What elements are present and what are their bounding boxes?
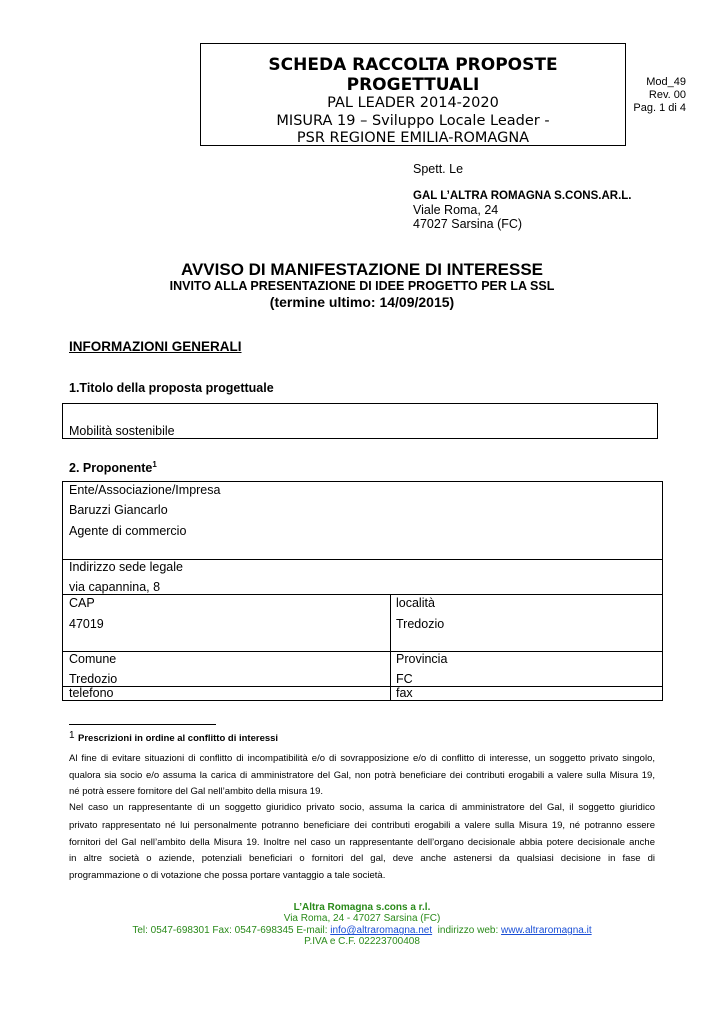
footer-company: L’Altra Romagna s.cons a r.l. xyxy=(293,902,431,913)
footnote-separator xyxy=(69,724,216,725)
entity-name: Baruzzi Giancarlo xyxy=(69,503,168,517)
footnote-mark: 1 xyxy=(69,730,75,741)
address-label: Indirizzo sede legale xyxy=(69,560,183,574)
locality-cell[interactable] xyxy=(390,594,663,652)
header-measure: MISURA 19 – Sviluppo Locale Leader - xyxy=(276,113,550,129)
provincia-value: FC xyxy=(396,672,413,686)
cap-value: 47019 xyxy=(69,617,104,631)
section-title: INFORMAZIONI GENERALI xyxy=(69,339,242,354)
module-revision: Rev. 00 xyxy=(648,89,686,101)
address-cell[interactable] xyxy=(62,559,663,595)
footnote-line: Al fine di evitare situazioni di conflitto di incompatibilità e/o di sovrapposizione e/o di conflitto di interesse, un soggetto privato singolo, xyxy=(69,753,655,764)
footnote-line: programmazione o di votazione che possa portare vantaggio a tale società. xyxy=(69,870,386,881)
header-region: PSR REGIONE EMILIA-ROMAGNA xyxy=(296,130,530,146)
footer-vat: P.IVA e C.F. 02223700408 xyxy=(304,936,420,947)
page-number: Pag. 1 di 4 xyxy=(633,102,686,114)
notice-subtitle: INVITO ALLA PRESENTAZIONE DI IDEE PROGETTO PER LA SSL xyxy=(169,279,555,293)
comune-label: Comune xyxy=(69,652,117,666)
cap-label: CAP xyxy=(69,596,95,610)
module-code: Mod_49 xyxy=(646,76,686,88)
footer-email-link[interactable]: info@altraromagna.net xyxy=(330,925,433,936)
address-street: Viale Roma, 24 xyxy=(413,203,499,217)
entity-label: Ente/Associazione/Impresa xyxy=(69,483,221,497)
fax-cell[interactable] xyxy=(390,686,663,701)
footnote-title: Prescrizioni in ordine al conflitto di interessi xyxy=(78,733,279,744)
notice-title: AVVISO DI MANIFESTAZIONE DI INTERESSE xyxy=(180,260,544,279)
entity-type: Agente di commercio xyxy=(69,524,187,538)
locality-value: Tredozio xyxy=(396,617,445,631)
footnote-line: in altre società o aziende, potenziali beneficiari o fornitori del gal, deve anche astenersi da qualsiasi decisione in fase di xyxy=(69,853,655,864)
footer-web-prefix: indirizzo web: xyxy=(432,925,502,936)
footer-address: Via Roma, 24 - 47027 Sarsina (FC) xyxy=(283,913,441,924)
footnote-line: privato rappresentato né lui personalmente potranno beneficiare dei contributi erogabili a valere sulla Misura 19, né potranno essere xyxy=(69,820,655,831)
proponent-table xyxy=(62,481,663,701)
footer-web-link[interactable]: www.altraromagna.it xyxy=(501,925,592,936)
address-value: via capannina, 8 xyxy=(69,580,161,594)
footnote-line: Nel caso un rappresentante di un soggetto giuridico privato socio, assuma la carica di amministratore del Gal, il soggetto giuridico xyxy=(69,802,655,813)
footer-contacts xyxy=(0,925,724,936)
module-info xyxy=(630,76,686,115)
address-organization: GAL L’ALTRA ROMAGNA S.CONS.AR.L. xyxy=(413,190,632,202)
address-salutation: Spett. Le xyxy=(413,162,464,176)
comune-cell[interactable] xyxy=(62,651,391,687)
footnote-ref: 1 xyxy=(152,460,157,469)
fax-label: fax xyxy=(396,686,413,700)
q1-field[interactable] xyxy=(62,403,658,439)
header-program: PAL LEADER 2014-2020 xyxy=(327,95,499,111)
document-header xyxy=(200,43,626,146)
header-title-line2: PROGETTUALI xyxy=(346,75,480,95)
footer-contacts-prefix: Tel: 0547-698301 Fax: 0547-698345 E-mail: xyxy=(132,925,331,936)
footnote-line: né potrà essere fornitore del Gal nell’ambito della misura 19. xyxy=(69,786,323,797)
comune-value: Tredozio xyxy=(69,672,118,686)
header-title-line1: SCHEDA RACCOLTA PROPOSTE xyxy=(268,55,558,75)
q1-label: 1.Titolo della proposta progettuale xyxy=(69,381,274,395)
address-city: 47027 Sarsina (FC) xyxy=(413,217,523,231)
q2-label: 2. Proponente xyxy=(69,461,153,476)
entity-cell[interactable] xyxy=(62,481,663,560)
provincia-label: Provincia xyxy=(396,652,448,666)
phone-cell[interactable] xyxy=(62,686,391,701)
footnote-line: fornitori del Gal nell’ambito della Misura 19. Inoltre nel caso un rappresentante dell’organo decisionale abbia potere decisionale anche xyxy=(69,837,655,848)
notice-deadline: (termine ultimo: 14/09/2015) xyxy=(269,294,455,310)
q1-value: Mobilità sostenibile xyxy=(69,424,175,438)
cap-cell[interactable] xyxy=(62,594,391,652)
locality-label: località xyxy=(396,596,435,610)
footnote-line: qualora sia socio e/o assuma la carica di amministratore del Gal, non potrà beneficiare dei contributi erogabili a valere sulla Misura 19, xyxy=(69,770,655,781)
q2-label-wrapper xyxy=(69,460,157,475)
phone-label: telefono xyxy=(69,686,114,700)
provincia-cell[interactable] xyxy=(390,651,663,687)
